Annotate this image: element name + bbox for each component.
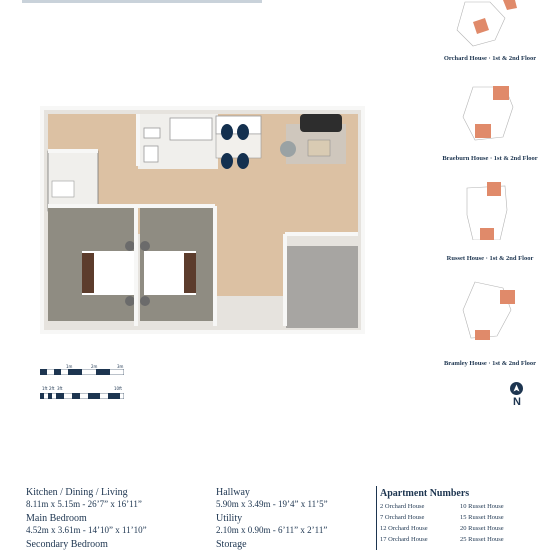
hallway-floor bbox=[215, 234, 285, 296]
key-caption-russet: Russet House · 1st & 2nd Floor bbox=[446, 255, 534, 262]
apartment-item: 15 Russet House bbox=[460, 514, 504, 521]
key-plan-orchard bbox=[445, 0, 535, 60]
room-dims-main-bedroom: 4.52m x 3.61m - 14’10” x 11’10” bbox=[26, 525, 147, 535]
key-plan-russet bbox=[445, 180, 535, 240]
apartment-item: 12 Orchard House bbox=[380, 525, 428, 532]
sofa bbox=[300, 114, 342, 132]
room-name-utility: Utility bbox=[216, 513, 243, 524]
scale-label-1m: 1m bbox=[66, 364, 73, 369]
room-name-hallway: Hallway bbox=[216, 487, 250, 498]
apartment-item: 25 Russet House bbox=[460, 536, 504, 543]
room-dims-kitchen: 8.11m x 5.15m - 26’7” x 16’11” bbox=[26, 499, 142, 509]
apartment-item: 2 Orchard House bbox=[380, 503, 425, 510]
scale-label-1ft: 1ft bbox=[42, 386, 48, 391]
room-name-storage: Storage bbox=[216, 539, 247, 550]
room-name-main-bedroom: Main Bedroom bbox=[26, 513, 87, 524]
apartment-divider bbox=[376, 486, 377, 550]
north-arrow-icon bbox=[510, 382, 523, 395]
room-dims-utility: 2.10m x 0.90m - 6’11” x 2’11” bbox=[216, 525, 328, 535]
apartment-item: 17 Orchard House bbox=[380, 536, 428, 543]
key-plan-braeburn bbox=[445, 82, 535, 142]
room-dims-hallway: 5.90m x 3.49m - 19’4” x 11’5” bbox=[216, 499, 328, 509]
north-label: N bbox=[513, 396, 521, 408]
key-caption-orchard: Orchard House · 1st & 2nd Floor bbox=[443, 55, 537, 62]
scale-label-3ft: 3ft bbox=[57, 386, 63, 391]
floor-plan bbox=[40, 106, 365, 334]
balcony bbox=[286, 246, 358, 328]
room-name-kitchen: Kitchen / Dining / Living bbox=[26, 487, 128, 498]
scale-label-10ft: 10ft bbox=[114, 386, 122, 391]
key-caption-braeburn: Braeburn House · 1st & 2nd Floor bbox=[442, 155, 538, 162]
apartment-item: 7 Orchard House bbox=[380, 514, 425, 521]
scale-label-2m: 2m bbox=[91, 364, 98, 369]
top-edge-fragment bbox=[22, 0, 262, 3]
key-plan-bramley bbox=[445, 280, 535, 340]
room-name-secondary-bedroom: Secondary Bedroom bbox=[26, 539, 108, 550]
scale-label-2ft: 2ft bbox=[49, 386, 55, 391]
scale-label-3m: 3m bbox=[117, 364, 124, 369]
apartment-item: 10 Russet House bbox=[460, 503, 504, 510]
apartment-numbers-title: Apartment Numbers bbox=[380, 488, 470, 499]
apartment-item: 20 Russet House bbox=[460, 525, 504, 532]
key-caption-bramley: Bramley House · 1st & 2nd Floor bbox=[443, 360, 537, 367]
